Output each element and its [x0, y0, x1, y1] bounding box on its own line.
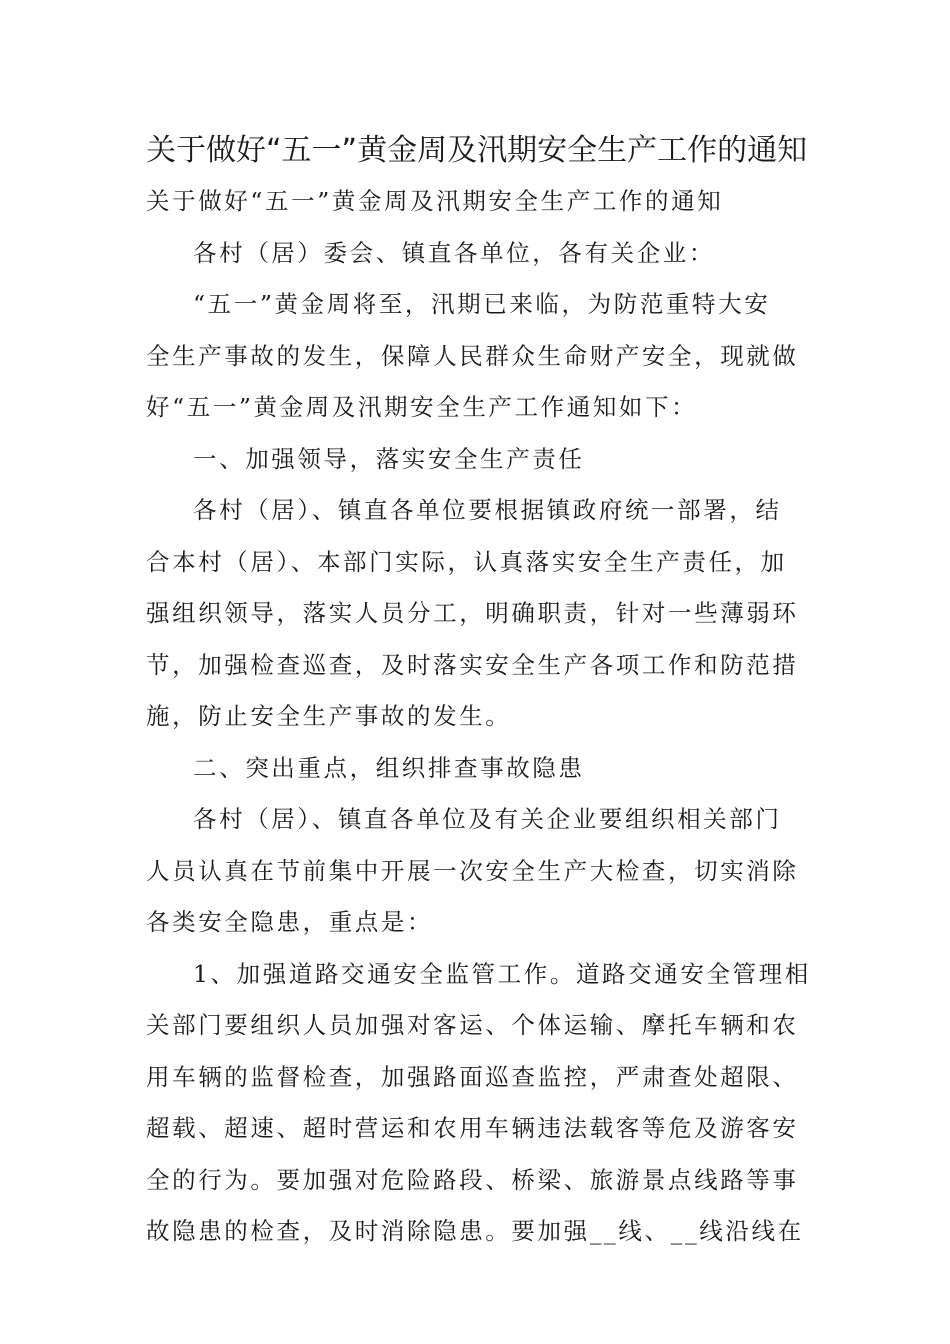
- item1-line: 故隐患的检查，及时消除隐患。要加强__线、__线沿线在: [146, 1217, 804, 1245]
- section1-paragraph: [146, 485, 808, 743]
- subtitle-line: 关于做好“五一”黄金周及汛期安全生产工作的通知: [146, 187, 724, 215]
- section1-line: 节，加强检查巡查，及时落实安全生产各项工作和防范措: [146, 650, 799, 679]
- section2-heading: [146, 743, 808, 795]
- subtitle-paragraph: [146, 176, 808, 228]
- section1-line: 合本村（居）、本部门实际，认真落实安全生产责任，加: [146, 547, 787, 576]
- item1-line: 1、加强道路交通安全监管工作。道路交通安全管理相: [193, 959, 811, 988]
- section1-line: 强组织领导，落实人员分工，明确职责，针对一些薄弱环: [146, 599, 799, 627]
- section1-line: 施，防止安全生产事故的发生。: [146, 702, 512, 730]
- item1-line: 关部门要组织人员加强对客运、个体运输、摩托车辆和农: [146, 1011, 799, 1039]
- section1-heading: [146, 434, 808, 486]
- section1-line: 各村（居）、镇直各单位要根据镇政府统一部署，结: [193, 496, 782, 524]
- salutation-line: 各村（居）委会、镇直各单位，各有关企业：: [193, 238, 715, 267]
- intro-line: 全生产事故的发生，保障人民群众生命财产安全，现就做: [146, 341, 799, 370]
- intro-paragraph: [146, 279, 808, 434]
- intro-line: 好“五一”黄金周及汛期安全生产工作通知如下：: [146, 393, 698, 421]
- document-title: 关于做好“五一”黄金周及汛期安全生产工作的通知: [146, 133, 808, 168]
- section2-line: 各村（居）、镇直各单位及有关企业要组织相关部门: [193, 805, 782, 833]
- item1-line: 全的行为。要加强对危险路段、桥梁、旅游景点线路等事: [146, 1165, 799, 1194]
- item1-paragraph: [146, 949, 811, 1258]
- salutation-paragraph: [146, 228, 808, 280]
- document-body: [146, 176, 811, 1258]
- section1-heading-text: 一、加强领导，落实安全生产责任: [193, 444, 585, 473]
- item1-line: 超载、超速、超时营运和农用车辆违法载客等危及游客安: [146, 1114, 799, 1142]
- intro-line: “五一”黄金周将至，汛期已来临，为防范重特大安: [193, 290, 771, 318]
- section2-line: 各类安全隐患，重点是：: [146, 908, 434, 936]
- section2-heading-text: 二、突出重点，组织排查事故隐患: [193, 753, 585, 782]
- item1-line: 用车辆的监督检查，加强路面巡查监控，严肃查处超限、: [146, 1062, 799, 1091]
- section2-line: 人员认真在节前集中开展一次安全生产大检查，切实消除: [146, 856, 799, 885]
- section2-paragraph: [146, 794, 808, 949]
